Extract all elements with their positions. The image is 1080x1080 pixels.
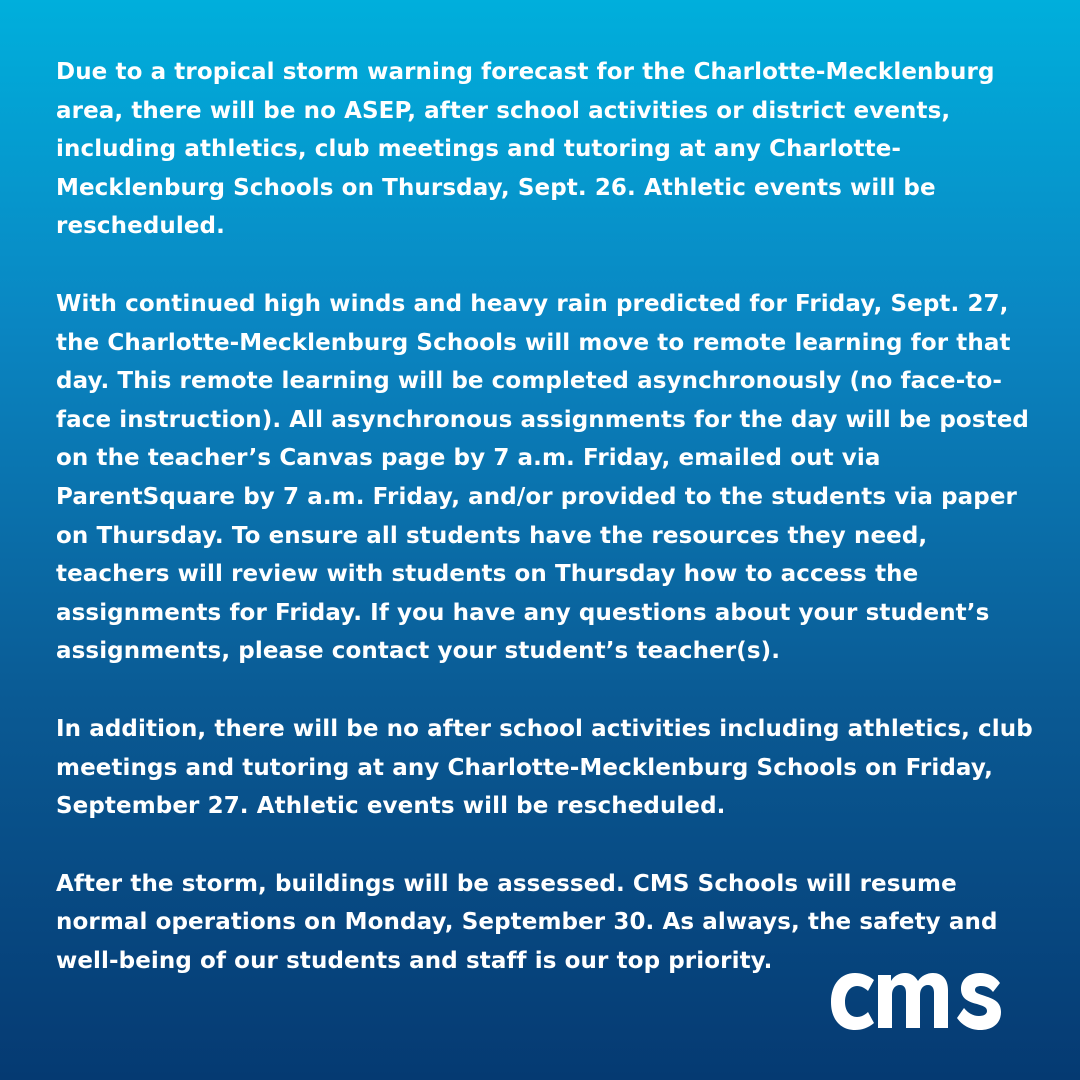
paragraph-after-storm: After the storm, buildings will be assessed. CMS Schools will resume normal operations on Monday, September 30. As always, the safety and well-being of our students and staff is our top priority.: [56, 870, 998, 974]
paragraph-friday-activities: In addition, there will be no after school activities including athletics, club meetings and tutoring at any Charlotte-Mecklenburg Schools on Friday, September 27. Athletic events will be rescheduled.: [56, 715, 1033, 820]
cms-logo: [830, 970, 1002, 1032]
cms-logo-mark: [830, 970, 1002, 1032]
paragraph-thursday-cancellations: Due to a tropical storm warning forecast for the Charlotte-Mecklenburg area, there will be no ASEP, after school activities or district events, including athletics, club meetings and tutoring at any Charlotte-Mecklenburg Schools on Thursday, Sept. 26. Athletic events will be rescheduled.: [56, 59, 995, 240]
paragraph-friday-remote-learning: With continued high winds and heavy rain predicted for Friday, Sept. 27, the Charlotte-Mecklenburg Schools will move to remote learning for that day. This remote learning will be completed asynchronously (no face-to-face instruction). All asynchronous assignments for the day will be posted on the teacher’s Canvas page by 7 a.m. Friday, emailed out via ParentSquare by 7 a.m. Friday, and/or provided to the students via paper on Thursday. To ensure all students have the resources they need, teachers will review with students on Thursday how to access the assignments for Friday. If you have any questions about your student’s assignments, please contact your student’s teacher(s).: [56, 290, 1029, 665]
announcement-body: [56, 53, 1046, 1019]
